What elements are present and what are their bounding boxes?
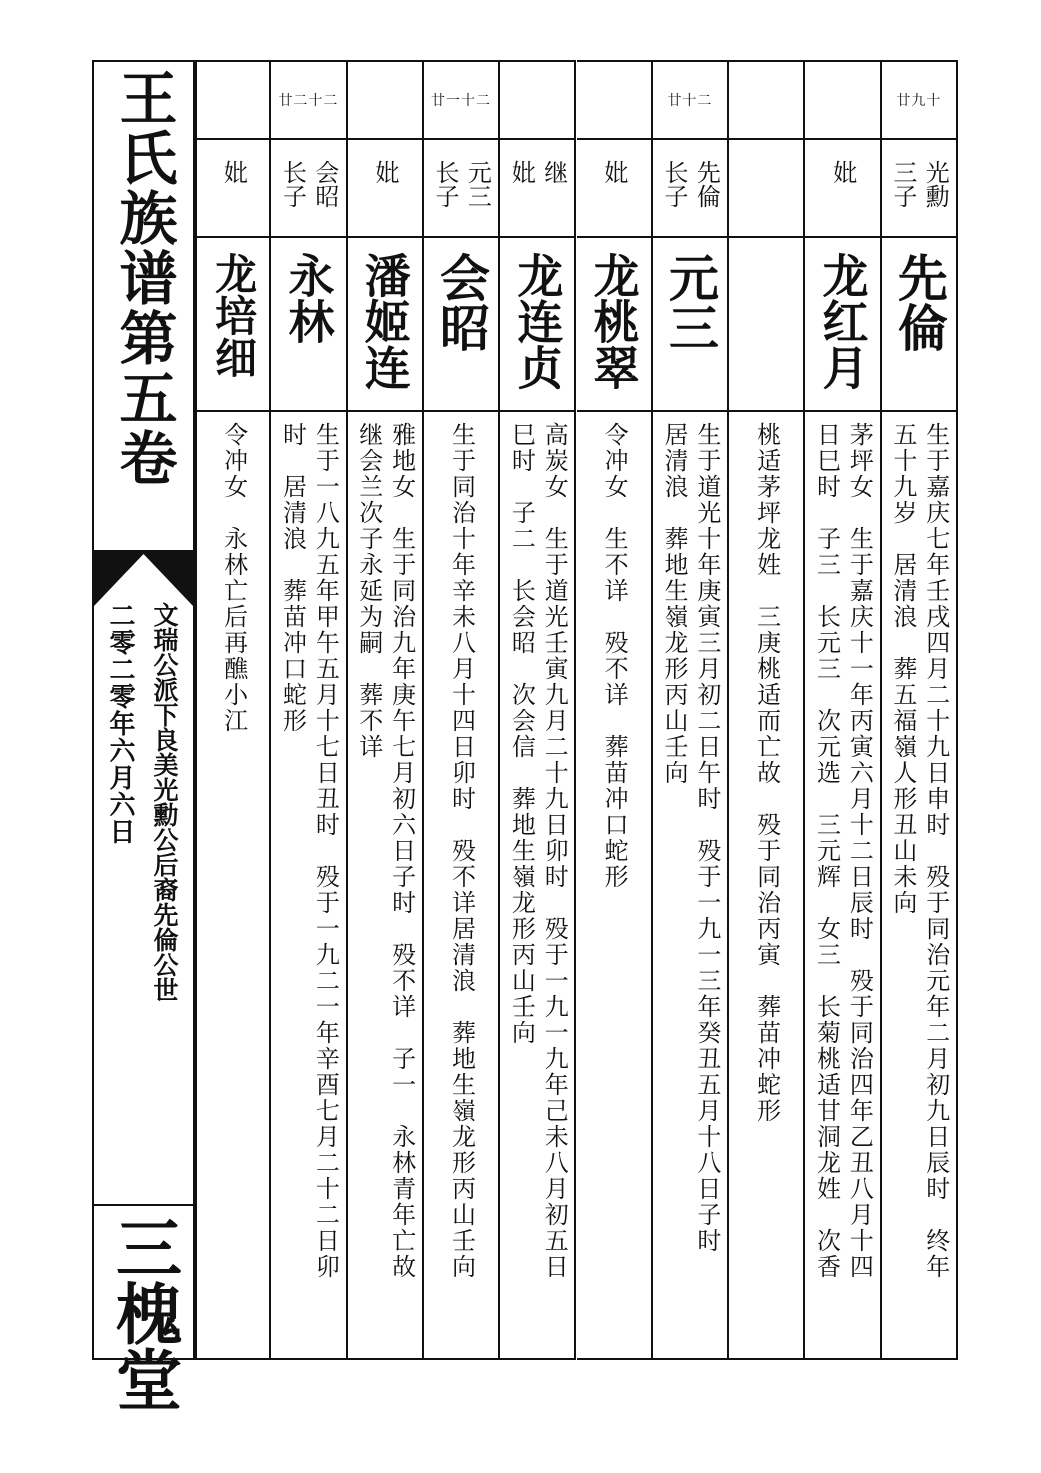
biography-text: 高炭女 生于道光壬寅九月二十九日卯时 殁于一九一九年己未八月初五日 [540,422,569,1280]
relation-cell [424,140,498,238]
generation-number [424,62,498,140]
relation-cell [653,140,727,238]
date-line: 二零二零年六月六日 [105,602,135,845]
relation-cell [197,140,269,238]
biography-cell [197,412,269,1360]
generation-label: 廿一十二 [431,93,492,109]
biography-text: 生于同治十年辛未八月十四日卯时 殁不详居清浪 葬地生嶺龙形丙山壬向 [447,422,476,1280]
biography-text: 生于嘉庆七年壬戌四月二十九日申时 殁于同治元年二月初九日辰时 终年 [921,422,950,1280]
fishtail-mark [94,550,193,606]
person-name-cell [424,238,498,412]
biography-text: 生于一八九五年甲午五月十七日丑时 殁于一九二一年辛酉七月二十二日卯 [311,422,340,1280]
generation-column [348,60,424,1360]
biography-text: 时 居清浪 葬苗冲口蛇形 [278,422,307,734]
relation-text: 光勳 [921,160,950,208]
generation-column [424,60,500,1360]
book-title: 王氏族谱第五卷 [109,68,178,488]
generation-label: 廿十二 [667,93,713,109]
relation-cell [500,140,574,238]
relation-text: 会昭 [310,160,339,208]
biography-cell [348,412,422,1360]
generation-number [577,62,651,140]
person-name: 龙红月 [815,252,870,390]
relation-text: 长子 [278,160,307,208]
biography-text: 五十九岁 居清浪 葬五福嶺人形丑山未向 [888,422,917,916]
relation-text: 妣 [370,160,399,184]
person-name: 元三 [660,252,720,352]
biography-text: 居清浪 葬地生嶺龙形丙山壬向 [659,422,688,786]
person-name: 先倫 [889,252,949,352]
biography-text: 令冲女 生不详 殁不详 葬苗冲口蛇形 [600,422,629,890]
relation-text: 妣 [507,160,536,184]
hall-name: 三槐堂 [94,1204,193,1360]
person-name-cell [577,238,651,412]
person-name: 会昭 [432,252,492,352]
biography-text: 巳时 子二 长会昭 次会信 葬地生嶺龙形丙山壬向 [507,422,536,1046]
relation-cell [271,140,345,238]
biography-cell [882,412,956,1360]
person-name-cell [882,238,956,412]
person-name-cell [271,238,345,412]
generation-number [653,62,727,140]
biography-text: 继会兰次子永延为嗣 葬不详 [354,422,383,760]
person-name-cell [729,238,803,412]
relation-text: 三子 [888,160,917,208]
generation-column [805,60,881,1360]
biography-cell [577,412,651,1360]
person-name: 龙桃翠 [586,252,641,390]
relation-text: 元三 [463,160,492,208]
person-name: 龙连贞 [510,252,565,390]
branch-line: 文瑞公派下良美光勳公后裔先倫公世 [150,602,179,1002]
generation-number [729,62,803,140]
relation-text: 先倫 [692,160,721,208]
person-name-cell [805,238,879,412]
header-column [92,60,195,1412]
biography-cell [500,412,574,1360]
biography-text: 令冲女 永林亡后再醮小江 [219,422,248,734]
relation-text: 妣 [599,160,628,184]
biography-cell [271,412,345,1360]
relation-cell [805,140,879,238]
biography-text: 茅坪女 生于嘉庆十一年丙寅六月十二日辰时 殁于同治四年乙丑八月十四 [845,422,874,1280]
relation-cell [882,140,956,238]
person-name-cell [653,238,727,412]
person-name-cell [348,238,422,412]
generation-column [271,60,347,1360]
generation-column [653,60,729,1360]
biography-cell [805,412,879,1360]
generation-number [882,62,956,140]
biography-text: 桃适茅坪龙姓 三庚桃适而亡故 殁于同治丙寅 葬苗冲蛇形 [752,422,781,1124]
generation-column [577,60,653,1360]
relation-text: 长子 [659,160,688,208]
biography-cell [653,412,727,1360]
generation-column [195,60,271,1360]
person-name-cell [500,238,574,412]
generation-number [805,62,879,140]
relation-cell [729,140,803,238]
generation-label: 廿九十 [896,93,942,109]
person-name: 永林 [281,252,336,344]
biography-text: 雅地女 生于同治九年庚午七月初六日子时 殁不详 子一 永林青年亡故 [387,422,416,1280]
person-name: 潘姬连 [357,252,412,390]
relation-text: 妣 [828,160,857,184]
generation-column [729,60,805,1360]
generation-number [348,62,422,140]
generation-column [882,60,958,1360]
biography-cell [424,412,498,1360]
generation-number [500,62,574,140]
generation-number [271,62,345,140]
person-name-cell [197,238,269,412]
relation-cell [577,140,651,238]
person-name: 龙培细 [209,252,259,378]
biography-text: 生于道光十年庚寅三月初二日午时 殁于一九一三年癸丑五月十八日子时 [692,422,721,1254]
generation-column [500,60,576,1360]
biography-text: 日巳时 子三 长元三 次元选 三元辉 女三 长菊桃适甘洞龙姓 次香 [812,422,841,1280]
relation-cell [348,140,422,238]
generation-number [197,62,269,140]
relation-text: 继 [539,160,568,184]
relation-text: 妣 [219,160,248,184]
biography-cell [729,412,803,1360]
relation-text: 长子 [431,160,460,208]
generation-label: 廿二十二 [278,93,339,109]
